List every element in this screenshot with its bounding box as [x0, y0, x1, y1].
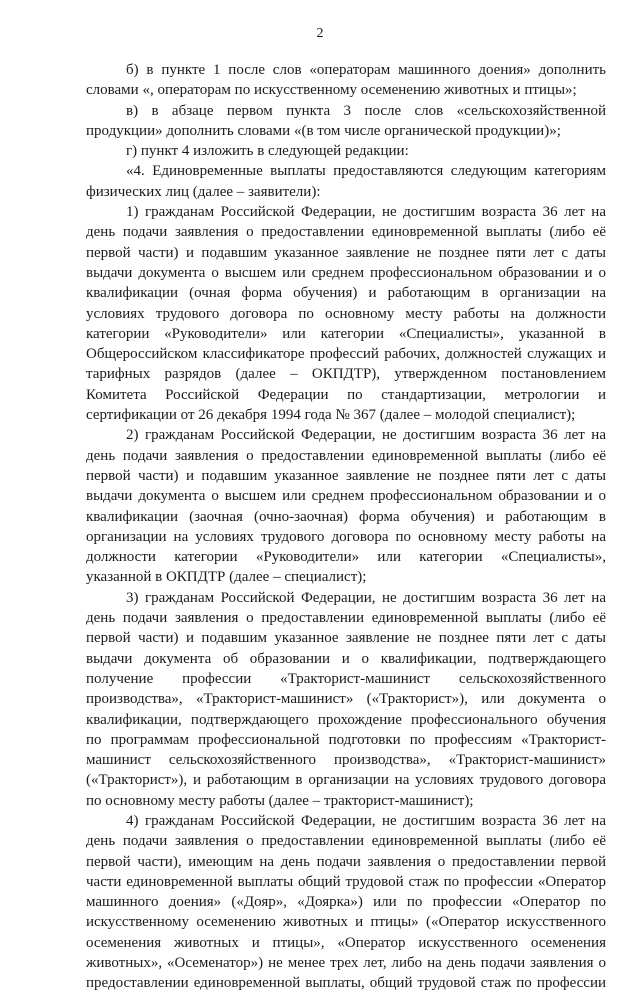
text-line: 4) гражданам Российской Федерации, не достигшим возраста 36 лет на: [126, 812, 606, 829]
document-body: [86, 60, 606, 994]
text-line: машинного доения» («Дояр», «Доярка») или по профессии «Оператор по: [86, 894, 606, 911]
text-line: квалификации (очная форма обучения) и работающим в организации на: [86, 285, 606, 302]
text-line: сертификации от 26 декабря 1994 года № 367 (далее – молодой специалист);: [86, 407, 576, 424]
text-line: в) в абзаце первом пункта 3 после слов «сельскохозяйственной: [126, 102, 606, 119]
text-line: квалификации, подтверждающего прохождение профессионального обучения: [86, 711, 606, 728]
text-line: день подачи заявления о предоставлении единовременной выплаты (либо её: [86, 447, 606, 464]
text-line: первой части) и подавшим указанное заявление не позднее пяти лет с даты: [86, 630, 606, 647]
text-line: 2) гражданам Российской Федерации, не достигшим возраста 36 лет на: [126, 427, 606, 444]
text-line: («Тракторист»), и работающим в организации на условиях трудового договора: [86, 772, 606, 789]
text-line: должности категории «Руководители» или категории «Специалисты»,: [86, 549, 606, 566]
text-line: животных», «Осеменатор») не менее трех лет, либо на день подачи заявления о: [86, 955, 606, 972]
text-line: день подачи заявления о предоставлении единовременной выплаты (либо её: [86, 224, 606, 241]
text-line: Общероссийском классификаторе профессий рабочих, должностей служащих и: [86, 346, 606, 363]
text-line: по основному месту работы (далее – тракторист-машинист);: [86, 792, 474, 809]
text-line: квалификации (заочная (очно-заочная) форма обучения) и работающим в: [86, 508, 606, 525]
text-line: словами «, операторам по искусственному осеменению животных и птицы»;: [86, 82, 577, 99]
text-line: 1) гражданам Российской Федерации, не достигшим возраста 36 лет на: [126, 204, 606, 221]
text-line: указанной в ОКПДТР (далее – специалист);: [86, 569, 367, 586]
text-line: день подачи заявления о предоставлении единовременной выплаты (либо её: [86, 610, 606, 627]
text-line: получение профессии «Тракторист-машинист сельскохозяйственного: [86, 670, 606, 687]
text-line: части единовременной выплаты общий трудовой стаж по профессии «Оператор: [86, 873, 606, 890]
text-line: машинист сельскохозяйственного производства», «Тракторист-машинист»: [86, 752, 606, 769]
text-line: осеменения животных и птицы», «Оператор искусственного осеменения: [86, 934, 606, 951]
text-line: Комитета Российской Федерации по стандартизации, метрологии и: [86, 386, 606, 403]
text-line: г) пункт 4 изложить в следующей редакции:: [126, 143, 409, 160]
text-line: «4. Единовременные выплаты предоставляются следующим категориям: [126, 163, 606, 180]
text-line: первой части) и подавшим указанное заявление не позднее пяти лет с даты: [86, 467, 606, 484]
text-line: выдачи документа об образовании и о квалификации, подтверждающего: [86, 650, 606, 667]
text-line: производства», «Тракторист-машинист» («Тракторист»), или документа о: [86, 691, 606, 708]
text-line: по программам профессиональной подготовки по профессиям «Тракторист-: [86, 731, 606, 748]
text-line: первой части), имеющим на день подачи заявления о предоставлении первой: [86, 853, 606, 870]
text-line: 3) гражданам Российской Федерации, не достигшим возраста 36 лет на: [126, 589, 606, 606]
text-line: выдачи документа о высшем или среднем профессиональном образовании и о: [86, 264, 606, 281]
text-line: искусственному осеменению животных и птицы» («Оператор искусственного: [86, 914, 606, 931]
page-number: 2: [316, 26, 324, 41]
text-line: продукции» дополнить словами «(в том числе органической продукции)»;: [86, 122, 561, 139]
text-line: организации на условиях трудового договора по основному месту работы на: [86, 528, 606, 545]
text-line: физических лиц (далее – заявители):: [86, 183, 321, 200]
text-line: день подачи заявления о предоставлении единовременной выплаты (либо её: [86, 833, 606, 850]
text-line: тарифных разрядов (далее – ОКПДТР), утвержденном постановлением: [86, 366, 606, 383]
text-line: б) в пункте 1 после слов «операторам машинного доения» дополнить: [126, 62, 606, 78]
text-line: категории «Руководители» или категории «Специалисты», указанной в: [86, 325, 606, 342]
text-line: предоставлении единовременной выплаты, общий трудовой стаж по профессии: [86, 975, 606, 992]
text-line: первой части) и подавшим указанное заявление не позднее пяти лет с даты: [86, 244, 606, 261]
text-line: условиях трудового договора по основному месту работы на должности: [86, 305, 606, 322]
text-line: выдачи документа о высшем или среднем профессиональном образовании и о: [86, 488, 606, 505]
